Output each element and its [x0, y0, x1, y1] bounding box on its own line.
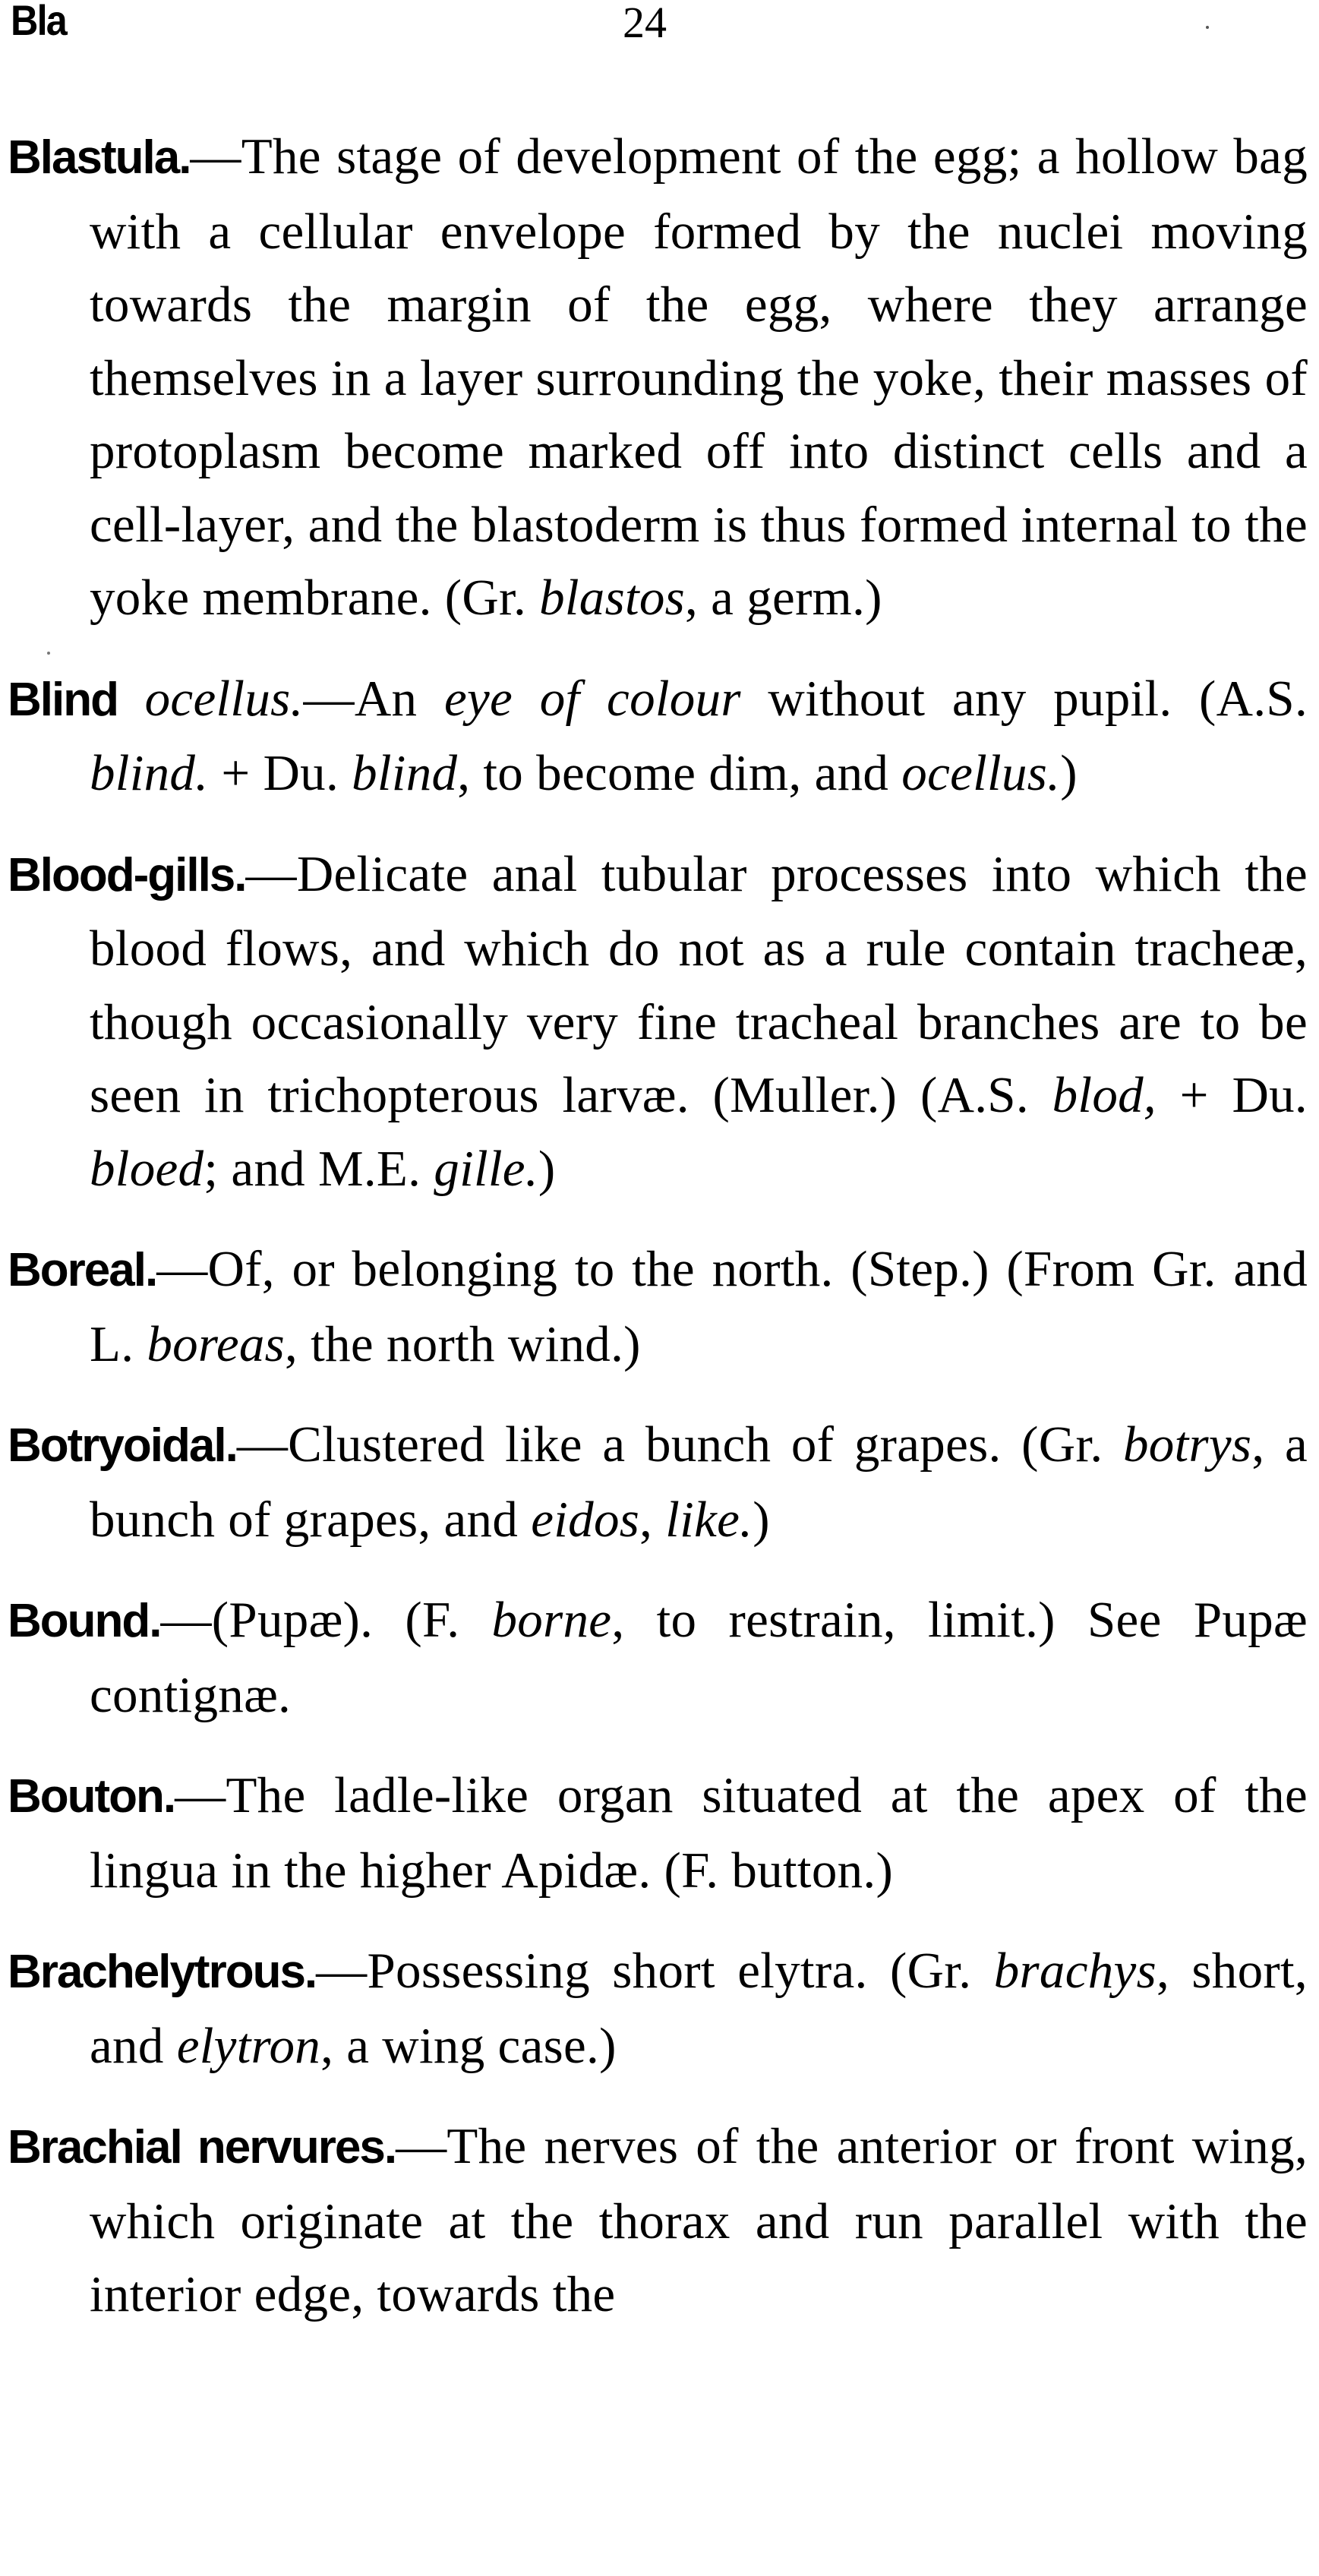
definition-italic-text: borne — [491, 1592, 612, 1648]
definition-text: , short, and — [90, 1943, 1308, 2074]
definition-text: ; and M.E. — [204, 1140, 434, 1197]
definition-italic-text: like. — [665, 1491, 753, 1548]
entry-term-continuation: ocellus. — [117, 670, 304, 727]
glossary-entry — [8, 662, 1308, 810]
definition-text: —An — [303, 670, 444, 727]
definition-text: , — [639, 1491, 666, 1548]
entry-term: Blind — [8, 673, 118, 726]
definition-text: , a germ.) — [685, 570, 882, 626]
entry-term: Blastula. — [8, 131, 191, 184]
print-speck — [47, 652, 50, 655]
definition-text: —(Pupæ). (F. — [160, 1592, 492, 1648]
glossary-entry — [8, 1583, 1308, 1732]
page-number: 24 — [623, 0, 667, 47]
glossary-entry — [8, 2110, 1308, 2331]
definition-italic-text: bloed — [90, 1140, 204, 1197]
entry-term: Brachelytrous. — [8, 1946, 317, 1998]
definition-italic-text: botrys — [1123, 1416, 1252, 1473]
definition-italic-text: blind. — [90, 745, 209, 801]
glossary-entry — [8, 120, 1308, 635]
definition-text: + Du. — [208, 745, 352, 801]
definition-italic-text: boreas — [147, 1315, 286, 1372]
glossary-entry — [8, 1934, 1308, 2082]
definition-italic-text: brachys — [993, 1943, 1156, 1999]
definition-text: without any pupil. (A.S. — [740, 670, 1308, 727]
definition-text: + Du. — [1156, 1067, 1308, 1123]
definition-text: ) — [1060, 745, 1078, 801]
entry-term: Brachial nervures. — [8, 2121, 396, 2174]
definition-text: —Delicate anal tubular processes into which the blood flows, and which do not as a rule contain tracheæ, though occasionally very fine tracheal branches are to be seen in trichopterous larvæ. (Muller.) (A.S. — [90, 845, 1308, 1123]
entry-term: Bouton. — [8, 1770, 175, 1823]
print-speck — [1206, 26, 1209, 29]
definition-text: , to become dim, and — [457, 745, 902, 801]
entry-term: Botryoidal. — [8, 1419, 237, 1472]
glossary-entry — [8, 1759, 1308, 1907]
definition-italic-text: ocellus. — [901, 745, 1061, 801]
definition-text: , a wing case.) — [320, 2017, 617, 2074]
glossary-entry — [8, 1233, 1308, 1381]
definition-italic-text: gille. — [434, 1140, 538, 1197]
entry-term: Bound. — [8, 1595, 161, 1647]
glossary-entry — [8, 1408, 1308, 1556]
entry-term: Blood-gills. — [8, 848, 246, 901]
glossary-entry — [8, 838, 1308, 1206]
page-header — [8, 0, 1308, 59]
definition-text: —The nerves of the anterior or front wing, which originate at the thorax and run parallel with the interior edge, towards the — [90, 2118, 1308, 2322]
definition-text: —Clustered like a bunch of grapes. (Gr. — [236, 1416, 1123, 1473]
definition-text: , a bunch of grapes, and — [90, 1416, 1308, 1548]
definition-italic-text: blind — [352, 745, 458, 801]
entry-term: Boreal. — [8, 1244, 157, 1296]
definition-text: , the north wind.) — [285, 1315, 641, 1372]
definition-italic-text: blastos — [539, 570, 686, 626]
definition-text: —The ladle-like organ situated at the apex of the lingua in the higher Apidæ. (F. button.) — [90, 1767, 1308, 1899]
definition-text: , to restrain, limit.) See Pupæ contignæ. — [90, 1592, 1308, 1723]
definition-text: —Of, or belonging to the north. (Step.) (From Gr. and L. — [90, 1241, 1308, 1372]
definition-text: ) — [538, 1140, 556, 1197]
definition-italic-text: blod, — [1052, 1067, 1156, 1123]
definition-italic-text: eye of colour — [443, 670, 741, 727]
definition-text: ) — [753, 1491, 770, 1548]
definition-text: —Possessing short elytra. (Gr. — [316, 1943, 994, 1999]
definition-italic-text: eidos — [531, 1491, 640, 1548]
guide-word: Bla — [11, 0, 67, 44]
definition-italic-text: elytron — [176, 2017, 321, 2074]
entry-list — [8, 120, 1308, 2359]
definition-text: —The stage of development of the egg; a hollow bag with a cellular envelope formed by the nuclei moving towards the margin of the egg, where they arrange themselves in a layer surrounding the yoke, their masses of protoplasm become marked off into distinct cells and a cell-layer, and the blastoderm is thus formed internal to the yoke membrane. (Gr. — [90, 128, 1308, 626]
